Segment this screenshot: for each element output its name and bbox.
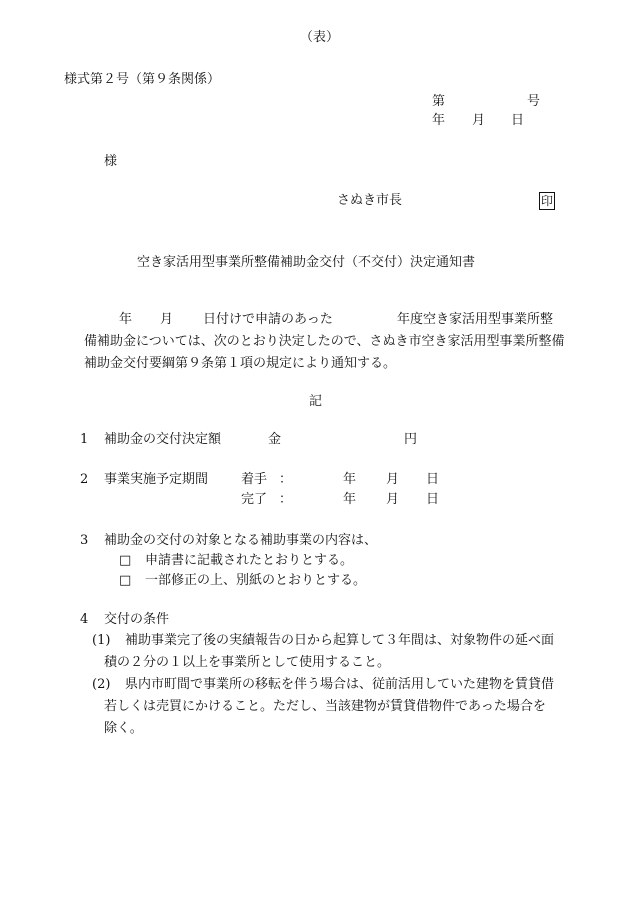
option2-checkbox[interactable]: □ — [119, 573, 132, 588]
start-label: 着手 — [241, 472, 268, 487]
body-line1-year: 年 — [119, 312, 133, 327]
start-day: 日 — [426, 472, 440, 487]
date-day: 日 — [511, 113, 525, 128]
doc-number-suffix: 号 — [527, 94, 541, 109]
item3-number: 3 — [80, 533, 89, 548]
end-label: 完了 — [241, 492, 268, 507]
front-side-mark: （表） — [300, 30, 340, 45]
item1-yen: 円 — [404, 432, 418, 447]
condition2-line2: 若しくは売買にかけること。ただし、当該建物が賃貸借物件であった場合を — [104, 699, 546, 714]
start-colon: ： — [279, 472, 293, 487]
item4-label: 交付の条件 — [104, 612, 170, 627]
item1-label: 補助金の交付決定額 — [104, 432, 222, 447]
end-year: 年 — [343, 492, 357, 507]
item1-kin: 金 — [268, 432, 282, 447]
addressee-sama: 様 — [104, 154, 118, 169]
item2-label: 事業実施予定期間 — [104, 472, 209, 487]
seal-stamp: 印 — [540, 194, 553, 208]
condition2-line3: 除く。 — [104, 721, 143, 736]
condition1-number: (1) — [92, 633, 111, 648]
option2-text: 一部修正の上、別紙のとおりとする。 — [145, 573, 367, 588]
condition2-line1: 県内市町間で事業所の移転を伴う場合は、従前活用していた建物を賃貸借 — [125, 677, 555, 692]
date-year: 年 — [432, 113, 446, 128]
option1-text: 申請書に記載されたとおりとする。 — [145, 553, 354, 568]
document-title: 空き家活用型事業所整備補助金交付（不交付）決定通知書 — [137, 255, 476, 270]
body-line1-month: 月 — [160, 312, 174, 327]
body-line1-tail: 年度空き家活用型事業所整 — [397, 312, 554, 327]
date-month: 月 — [472, 113, 486, 128]
item2-number: 2 — [80, 472, 89, 487]
form-number: 様式第２号（第９条関係） — [64, 72, 221, 87]
end-day: 日 — [426, 492, 440, 507]
option1-checkbox[interactable]: □ — [119, 553, 132, 568]
item4-number: 4 — [80, 612, 89, 627]
issuer-name: さぬき市長 — [337, 193, 403, 208]
item3-label: 補助金の交付の対象となる補助事業の内容は、 — [104, 533, 378, 548]
condition2-number: (2) — [92, 677, 111, 692]
condition1-line2: 積の２分の１以上を事業所として使用すること。 — [104, 655, 391, 670]
item1-number: 1 — [80, 432, 89, 447]
body-line2: 備補助金については、次のとおり決定したので、さぬき市空き家活用型事業所整備 — [84, 334, 565, 349]
start-month: 月 — [386, 472, 400, 487]
end-month: 月 — [386, 492, 400, 507]
condition1-line1: 補助事業完了後の実績報告の日から起算して３年間は、対象物件の延べ面 — [125, 633, 555, 648]
doc-number-prefix: 第 — [432, 94, 446, 109]
body-line3: 補助金交付要綱第９条第１項の規定により通知する。 — [84, 356, 397, 371]
body-line1-day: 日付けで申請のあった — [203, 312, 333, 327]
ki-mark: 記 — [309, 394, 323, 409]
start-year: 年 — [343, 472, 357, 487]
end-colon: ： — [279, 492, 293, 507]
